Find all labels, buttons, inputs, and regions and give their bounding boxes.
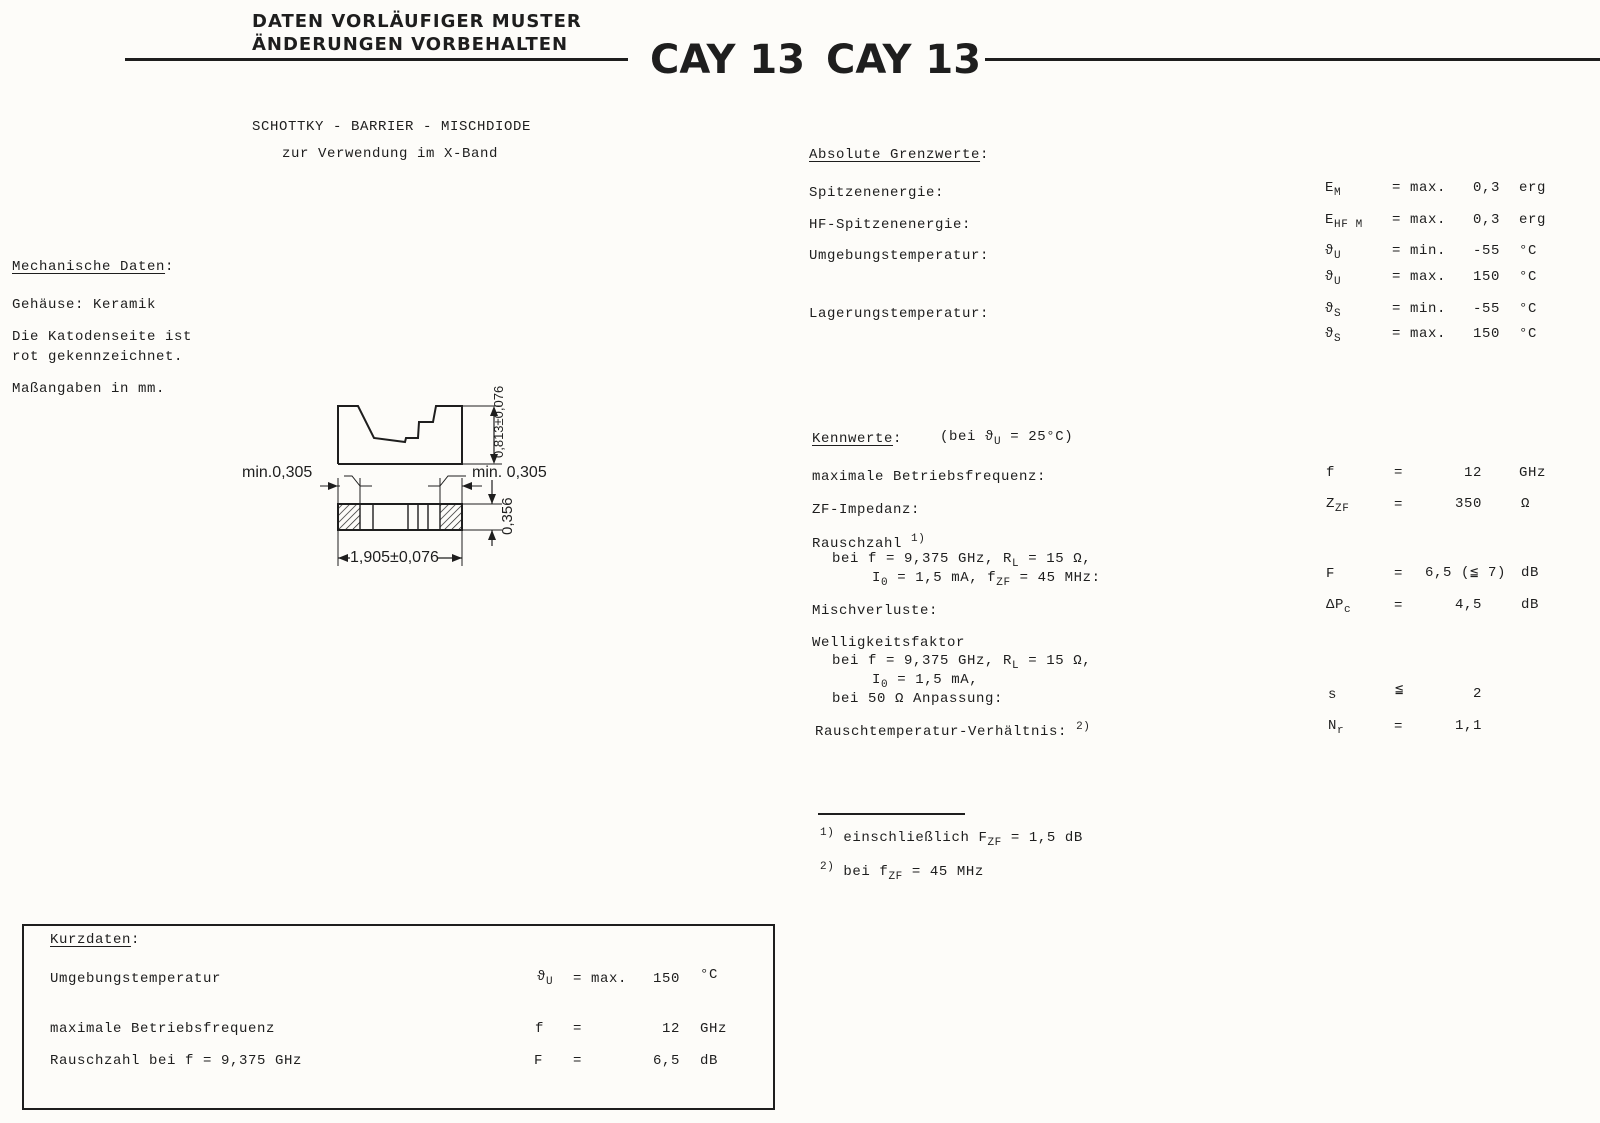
freq-relation: =	[1394, 465, 1404, 481]
noise-relation: =	[1394, 566, 1404, 582]
limit-relation: = max.	[1392, 269, 1447, 285]
summary-unit: GHz	[700, 1021, 728, 1037]
limit-relation: = min.	[1392, 301, 1447, 317]
noise-unit: dB	[1521, 565, 1540, 581]
mechanical-heading-text: Mechanische Daten	[12, 259, 166, 275]
mix-unit: dB	[1521, 597, 1540, 613]
limit-unit: erg	[1519, 212, 1547, 228]
summary-value: 6,5	[652, 1053, 680, 1069]
ripple-value: 2	[1472, 686, 1482, 702]
cathode-text-2: rot gekennzeichnet.	[12, 349, 184, 365]
limit-label: Spitzenenergie:	[809, 185, 945, 201]
summary-box	[22, 924, 775, 1110]
header-rule-right	[985, 58, 1600, 61]
limit-value: 0,3	[1472, 212, 1500, 228]
ripple-condition-3: bei 50 Ω Anpassung:	[832, 691, 1004, 707]
noise-symbol: F	[1326, 566, 1336, 582]
summary-heading-text: Kurzdaten	[50, 932, 132, 948]
noise-value: 6,5 (≦ 7)	[1425, 565, 1507, 581]
zf-relation: =	[1394, 497, 1404, 513]
summary-unit: dB	[700, 1053, 719, 1069]
limit-unit: °C	[1519, 326, 1538, 342]
ripple-condition-2: $I_0 = 1,5$ mA,	[872, 672, 979, 691]
zf-symbol: $Z_{ZF}$	[1326, 496, 1350, 515]
cathode-text-1: Die Katodenseite ist	[12, 329, 193, 345]
housing-text: Gehäuse: Keramik	[12, 297, 157, 313]
zf-label: ZF-Impedanz:	[812, 502, 921, 518]
mix-relation: =	[1394, 598, 1404, 614]
summary-symbol: f	[535, 1021, 545, 1037]
limits-heading: Absolute Grenzwerte:	[809, 147, 990, 163]
limit-symbol: $ϑ_U$	[1325, 243, 1342, 262]
freq-label: maximale Betriebsfrequenz:	[812, 469, 1047, 485]
product-subtitle: zur Verwendung im X-Band	[282, 146, 499, 162]
mix-value: 4,5	[1454, 597, 1482, 613]
units-text: Maßangaben in mm.	[12, 381, 166, 397]
limit-label: Lagerungstemperatur:	[809, 306, 990, 322]
summary-symbol: $ϑ_U$	[537, 969, 554, 988]
limit-relation: = max.	[1392, 212, 1447, 228]
footnote-2: $^{2)}$ bei $f_{ZF} = 45$ MHz	[820, 861, 984, 883]
limit-value: -55	[1472, 243, 1500, 259]
ratio-value: 1,1	[1454, 718, 1482, 734]
mix-label: Mischverluste:	[812, 603, 939, 619]
limit-relation: = min.	[1392, 243, 1447, 259]
ratio-relation: =	[1394, 719, 1404, 735]
limit-symbol: $E_{HF M}$	[1325, 212, 1363, 231]
mix-symbol: $\Delta P_c$	[1326, 597, 1352, 616]
limit-unit: erg	[1519, 180, 1547, 196]
limit-value: 150	[1472, 269, 1500, 285]
limit-unit: °C	[1519, 269, 1538, 285]
limit-value: 150	[1472, 326, 1500, 342]
characteristics-heading-text: Kennwerte	[812, 431, 894, 447]
mechanical-heading: Mechanische Daten:	[12, 259, 175, 275]
characteristics-heading: Kennwerte:	[812, 431, 903, 447]
ratio-label: Rauschtemperatur-Verhältnis: $^{2)}$	[815, 721, 1091, 740]
header-rule-left	[125, 58, 628, 61]
limit-relation: = max.	[1392, 326, 1447, 342]
summary-label: Rauschzahl bei f = 9,375 GHz	[50, 1053, 303, 1069]
thickness-dimension-label: 0,356	[499, 497, 516, 535]
freq-symbol: f	[1326, 465, 1336, 481]
ripple-condition-1: bei f = 9,375 GHz, $R_L = 15$ Ω,	[832, 653, 1092, 672]
limit-symbol: $ϑ_S$	[1325, 326, 1342, 345]
header-line-2: ÄNDERUNGEN VORBEHALTEN	[252, 34, 569, 55]
limit-unit: °C	[1519, 243, 1538, 259]
noise-condition-1: bei f = 9,375 GHz, $R_L = 15$ Ω,	[832, 551, 1092, 570]
type-designation-right: CAY 13	[826, 37, 982, 83]
summary-value: 12	[661, 1021, 680, 1037]
limit-relation: = max.	[1392, 180, 1447, 196]
footnote-1: $^{1)}$ einschließlich $F_{ZF} = 1,5$ dB	[820, 827, 1083, 849]
freq-value: 12	[1463, 465, 1482, 481]
summary-heading: Kurzdaten:	[50, 932, 141, 948]
noise-condition-2: $I_0 = 1,5$ mA, $f_{ZF} = 45$ MHz:	[872, 570, 1101, 589]
limits-heading-text: Absolute Grenzwerte	[809, 147, 981, 163]
header-line-1: DATEN VORLÄUFIGER MUSTER	[252, 11, 582, 32]
limit-label: Umgebungstemperatur:	[809, 248, 990, 264]
noise-label: Rauschzahl $^{1)}$	[812, 533, 926, 552]
ripple-relation: ≦	[1395, 682, 1405, 698]
limit-unit: °C	[1519, 301, 1538, 317]
width-dimension-label: 1,905±0,076	[350, 549, 439, 566]
summary-relation: =	[573, 1021, 583, 1037]
summary-unit: °C	[700, 967, 719, 983]
package-profile	[338, 406, 462, 464]
min-right-dimension-label: min. 0,305	[472, 464, 547, 481]
footnote-divider	[818, 813, 965, 815]
height-dimension-label: 0,813±0,076	[491, 385, 506, 458]
limit-symbol: $ϑ_U$	[1325, 269, 1342, 288]
zf-value: 350	[1454, 496, 1482, 512]
summary-relation: =	[573, 1053, 583, 1069]
summary-label: maximale Betriebsfrequenz	[50, 1021, 276, 1037]
limit-symbol: $ϑ_S$	[1325, 301, 1342, 320]
limit-symbol: $E_M$	[1325, 180, 1342, 199]
summary-relation: = max.	[573, 971, 628, 987]
characteristics-condition: (bei $ϑ_U = 25^\circ C$)	[940, 429, 1074, 448]
zf-unit: Ω	[1521, 496, 1531, 512]
product-title: SCHOTTKY - BARRIER - MISCHDIODE	[252, 119, 532, 135]
ripple-symbol: s	[1328, 687, 1338, 703]
summary-value: 150	[652, 971, 680, 987]
summary-label: Umgebungstemperatur	[50, 971, 222, 987]
min-left-dimension-label: min.0,305	[242, 464, 313, 481]
summary-symbol: F	[534, 1053, 544, 1069]
limit-value: 0,3	[1472, 180, 1500, 196]
type-designation-left: CAY 13	[650, 37, 806, 83]
limit-value: -55	[1472, 301, 1500, 317]
ripple-label: Welligkeitsfaktor	[812, 635, 966, 651]
freq-unit: GHz	[1519, 465, 1547, 481]
limit-label: HF-Spitzenenergie:	[809, 217, 972, 233]
ratio-symbol: $N_r$	[1328, 718, 1345, 737]
